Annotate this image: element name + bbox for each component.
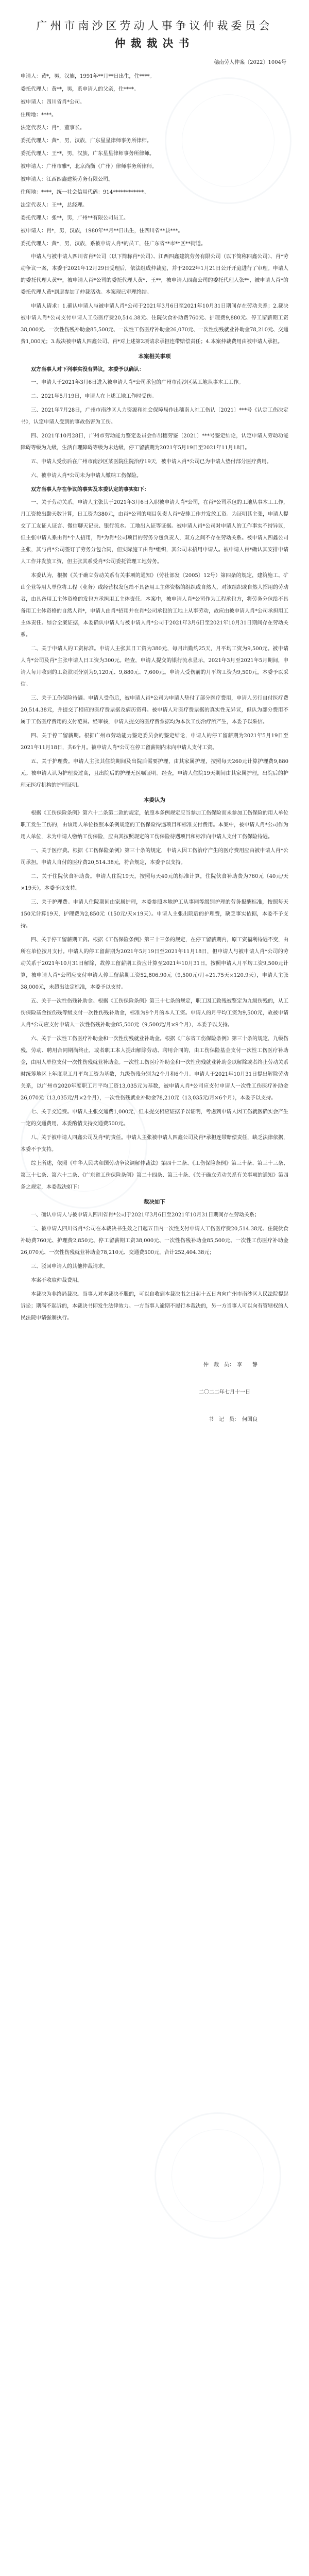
reasoning-paragraph: 根据《工伤保险条例》第六十二条第二款的规定，依照本条例规定应当参加工伤保险而未参加工伤保险的用人单位职工发生工伤的，由该用人单位按照本条例规定的工伤保险待遇项目和标准支付费用。本案中，被申请人肖*公司作为用人单位，未为申请人缴纳工伤保险，应由其按照规定的工伤保险待遇项目和标准向申请人支付工伤保险待遇。 — [21, 810, 288, 840]
agreed-fact-item: 四、2021年10月28日，广州市劳动能力鉴定委员会作出穗劳鉴〔2021〕***号鉴定结论，认定申请人劳动功能障碍等级为九级，生活自理障碍等级为未达级，停工留薪期为2021年5月19日至2021年11月18日。 — [21, 433, 288, 451]
agreed-fact-item: 二、2021年5月19日，申请人在上述工地工作时受伤。 — [31, 394, 157, 399]
reasoning-paragraph: 七、关于交通费。申请人主张交通费1,000元，但未提交相应证据予以证明，考虑到申请人因工伤就医确实会产生一定的交通费用，本委酌情支持交通费500元。 — [21, 1109, 288, 1127]
parties-section — [21, 71, 288, 250]
intro-section — [21, 251, 288, 348]
disputed-facts-list — [21, 497, 288, 791]
party-line: 委托代理人：张**，男，广州**有限公司员工。 — [21, 215, 129, 221]
ruling-date: 二〇二二年七月十一日 — [199, 1389, 250, 1395]
section-heading-facts: 本案相关事项 — [138, 353, 171, 360]
party-line: 被申请人：江西四鑫建筑劳务有限公司。 — [21, 177, 113, 182]
agreed-fact-item: 六、被申请人肖*公司未为申请人缴纳工伤保险。 — [31, 473, 142, 479]
party-line: 委托代理人：黄*，男，汉族，系被申请人肖*的员工，住广东省**市**区**街道。 — [21, 241, 206, 247]
ruling-item: 本裁决为非终局裁决。当事人对本裁决不服的，可以自收到本裁决书之日起十五日内向广州市南沙区人民法院提起诉讼；期满不起诉的，本裁决书即发生法律效力。一方当事人逾期不履行本裁决的，另一方当事人可以向有管辖权的人民法院申请强制执行。 — [21, 1292, 288, 1321]
party-line: 法定代表人：肖*，董事长。 — [21, 125, 85, 131]
party-line: 住所地：****。 — [21, 112, 57, 118]
party-line: 申请人：黄*，男，汉族，1991年**月**日出生，住****。 — [21, 74, 155, 79]
case-number: 穗南劳人仲案〔2022〕1004号 — [214, 60, 286, 65]
document-type-title: 仲裁裁决书 — [114, 37, 195, 49]
party-line: 委托代理人：王**，男，汉族，广东星星律师事务所律师。 — [21, 151, 154, 157]
reasoning-paragraph: 综上所述，依照《中华人民共和国劳动争议调解仲裁法》第四十二条、《工伤保险条例》第三十条、第三十三条、第三十七条、第六十二条、《广东省工伤保险条例》第二十四条、第三十条、《关于确立劳动关系有关事项的通知》第四条之规定，本委裁决如下： — [21, 1161, 288, 1190]
party-line: 被申请人：四川省肖*公司。 — [21, 99, 85, 105]
agreed-fact-item: 五、申请人受伤后在广州市南沙区某医院住院治疗19天，被申请人肖*公司已为申请人垫付部分医疗费用。 — [31, 459, 272, 465]
clerk-signature: 书 记 员： 何国良 — [209, 1417, 258, 1422]
party-line: 委托代理人：黄*，男，汉族，广东星星律师事务所律师。 — [21, 138, 152, 144]
party-line: 住所地：****，统一社会信用代码：914************。 — [21, 190, 149, 195]
disputed-fact-item: 五、关于护理费。申请人主张其住院期间及出院后需要护理，由其家属护理，按照每天260元计算护理费9,880元。被申请人认为护理费过高，且出院后的护理无医嘱证明。经查，申请人住院19天期间由其家属护理，出院后的护理无医疗机构的护理证明。 — [21, 759, 288, 788]
reasoning-paragraph: 二、关于住院伙食补助费。申请人住院19天，按照每天40元的标准计算，住院伙食补助费为760元（40元/天×19天），本委予以支持。 — [21, 874, 288, 891]
section-heading-ruling: 裁决如下 — [144, 1199, 165, 1205]
ruling-item: 一、确认申请人与被申请人四川省肖*公司于2021年3月6日至2021年10月31日期间存在劳动关系； — [31, 1212, 260, 1218]
issuing-authority: 广州市南沙区劳动人事争议仲裁委员会 — [36, 20, 273, 32]
reasoning-paragraph: 五、关于一次性伤残补助金。根据《工伤保险条例》第三十七条的规定，职工因工致残被鉴定为九级伤残的，从工伤保险基金按伤残等级支付一次性伤残补助金，标准为9个月的本人工资。申请人的月平均工资为9,500元，故被申请人肖*公司应支付申请人一次性伤残补助金85,500元（9,500元/月×9个月），本委予以支持。 — [21, 998, 288, 1028]
reasoning-paragraph: 八、关于被申请人四鑫公司及肖*的责任。申请人主张被申请人四鑫公司及肖*承担连带赔偿责任，缺乏法律依据，本委不予支持。 — [21, 1135, 288, 1153]
reasoning-paragraph: 六、关于一次性工伤医疗补助金和一次性伤残就业补助金。根据《广东省工伤保险条例》第三十条的规定，九级伤残，劳动、聘用合同期满终止，或者职工本人提出解除劳动、聘用合同的，由工伤保险基金支付一次性工伤医疗补助金，由用人单位支付一次性伤残就业补助金。一次性工伤医疗补助金和一次性伤残就业补助金以解除或者终止劳动关系时统筹地区上年度职工月平均工资为基数，九级伤残分别为2个月和6个月。申请人于2021年10月31日提出解除劳动关系，以广州市2020年度职工月平均工资13,035元为基数，被申请人肖*公司应支付申请人一次性工伤医疗补助金26,070元（13,035元/月×2个月），一次性伤残就业补助金78,210元（13,035元/月×6个月），本委予以支持。 — [21, 1036, 288, 1101]
disputed-fact-item: 本委认为，根据《关于确立劳动关系有关事项的通知》（劳社部发〔2005〕12号）第四条的规定，建筑施工、矿山企业等用人单位将工程（业务）或经营权发包给不具备用工主体资格的组织或自然人，对该组织或自然人招用的劳动者，由具备用工主体资格的发包方承担用工主体责任。本案中，被申请人肖*公司作为工程承包方，将劳务分包给不具备用工主体资格的自然人肖*，申请人由肖*招用并在肖*公司承包的工地上从事劳动，故应由被申请人肖*公司承担用工主体责任。综合全案证据，本委确认申请人与被申请人肖*公司于2021年3月6日至2021年10月31日期间存在劳动关系。 — [21, 573, 288, 638]
signature-block — [21, 1359, 288, 1426]
reasoning-list — [21, 807, 288, 1193]
agreed-fact-item: 三、2021年7月28日，广州市南沙区人力资源和社会保障局作出穗南人社工伤认〔2021〕***号《认定工伤决定书》，认定申请人受到的事故伤害为工伤。 — [21, 408, 288, 425]
party-line: 被申请人：肖*，男，汉族，1980年**月**日出生，住四川省**县***。 — [21, 228, 183, 234]
sub-heading-disputed-facts: 双方当事人存在争议的事实及本委认定的事实如下： — [31, 487, 149, 493]
sub-heading-agreed-facts: 双方当事人对下列事实没有异议，本委予以确认： — [31, 367, 144, 372]
ruling-item: 二、被申请人四川省肖*公司在本裁决书生效之日起五日内一次性支付申请人工伤医疗费20,514.38元、住院伙食补助费760元、护理费2,850元、停工留薪期工资38,000元、一次性伤残补助金85,500元、一次性工伤医疗补助金26,070元、一次性伤残就业补助金78,210元、交通费500元，合计252,404.38元； — [21, 1226, 288, 1256]
party-line: 法定代表人：王**，总经理。 — [21, 202, 88, 208]
party-line: 被申请人：广州市雅*，北京尚衡（广州）律师事务所律师。 — [21, 164, 157, 170]
ruling-list — [21, 1209, 288, 1324]
disputed-fact-item: 一、关于劳动关系。申请人主张其于2021年3月6日入职被申请人肖*公司，在肖*公司承包的工地从事木工工作，月工资按出勤天数计算，日工资为380元，由肖*公司的项目负责人肖*安排工作并发放工资。为证明其主张，申请人提交了工友证人证言、微信聊天记录、银行流水、工地出入证等证据。被申请人肖*公司对申请人的工作事实不持异议，但主张申请人系由肖*个人招用，肖*为肖*公司项目的劳务分包负责人，双方之间不存在劳动关系。被申请人四鑫公司主张，其与肖*公司签订了劳务分包合同，但实际施工由肖*组织，其公司未招用申请人。被申请人肖*确认其安排申请人工作并发放工资，但主张其系受肖*公司委托管理工地劳务。 — [21, 500, 288, 565]
claims-paragraph: 申请人请求：1.确认申请人与被申请人肖*公司于2021年3月6日至2021年10月31日期间存在劳动关系；2.裁决被申请人肖*公司支付申请人工伤医疗费20,514.38元、住院伙食补助费760元、护理费9,880元、停工留薪期工资38,000元、一次性伤残补助金85,500元、一次性工伤医疗补助金26,070元、一次性伤残就业补助金78,210元、交通费1,000元；3.裁决被申请人四鑫公司、肖*对上述第2项请求承担连带赔偿责任；4.本案仲裁费用由被申请人承担。 — [21, 303, 288, 345]
reasoning-paragraph: 四、关于停工留薪期工资。根据《工伤保险条例》第三十三条的规定，在停工留薪期内，原工资福利待遇不变，由所在单位按月支付。申请人的停工留薪期为2021年5月19日至2021年11月18日，但申请人与被申请人肖*公司的劳动关系于2021年10月31日解除，故停工留薪期工资应计算至2021年10月31日。按照申请人月平均工资9,500元计算，被申请人肖*公司应支付申请人停工留薪期工资52,806.90元（9,500元/月÷21.75天×120.9天），申请人主张38,000元，未超出法定标准，本委予以支持。 — [21, 937, 288, 990]
disputed-fact-item: 三、关于工伤保险待遇。申请人受伤后，被申请人肖*公司为申请人垫付了部分医疗费用，申请人另行自付医疗费20,514.38元，并提交了相应的医疗费票据及病历资料。被申请人对医疗费票据的真实性无异议，但认为部分费用不属于工伤医疗费用的支付范围。经审核，申请人提交的医疗费票据均为本次工伤治疗所产生，本委予以采信。 — [21, 696, 288, 725]
seal-watermark — [154, 2112, 281, 2239]
intro-paragraph: 申请人与被申请人四川省肖*公司（以下简称肖*公司）、江西四鑫建筑劳务有限公司（以下简称四鑫公司）、肖*劳动争议一案，本委于2021年12月29日受理后，依法组成仲裁庭，并于2022年1月21日公开开庭进行了审理。申请人的委托代理人黄**，被申请人肖*公司的委托代理人黄*、王**，被申请人四鑫公司的委托代理人张**，被申请人肖*的委托代理人黄*到庭参加了仲裁活动。本案现已审理终结。 — [21, 254, 288, 295]
arbitrator-signature: 仲 裁 员： 李 静 — [203, 1362, 258, 1368]
ruling-item: 三、驳回申请人的其他仲裁请求。 — [31, 1264, 108, 1269]
agreed-facts-list — [21, 377, 288, 482]
reasoning-paragraph: 一、关于医疗费。根据《工伤保险条例》第三十条的规定，申请人因工伤治疗产生的医疗费用应由被申请人肖*公司承担。申请人自付的医疗费20,514.38元，符合规定，本委予以支持。 — [21, 848, 288, 866]
ruling-item: 本案不收取仲裁费用。 — [31, 1278, 82, 1283]
disputed-fact-item: 四、关于停工留薪期。根据广州市劳动能力鉴定委员会的鉴定结论，申请人的停工留薪期为2021年5月19日至2021年11月18日，共6个月。被申请人肖*公司在停工留薪期内未向申请人支付工资。 — [21, 733, 288, 751]
reasoning-paragraph: 三、关于护理费。申请人住院期间由家属护理，本委参照本地护工从事同等级别护理的劳务报酬标准，按照每天150元计算19天，护理费为2,850元（150元/天×19天）。申请人主张出院后的护理费，缺乏事实依据，本委不予支持。 — [21, 900, 288, 929]
section-heading-reasoning: 本委认为 — [144, 797, 165, 803]
party-line: 委托代理人：黄**，男，系申请人的父亲，住****。 — [21, 87, 139, 92]
disputed-fact-item: 二、关于申请人的工资标准。申请人主张其日工资为380元，每月出勤约25天，月平均工资为9,500元。被申请人肖*公司及肖*主张申请人日工资为300元。经查，申请人提交的银行流水显示，2021年3月至2021年5月期间，申请人每月收到的工资款项分别为9,120元、9,880元、7,600元。申请人受伤前的月平均工资为9,500元，本委予以采信。 — [21, 646, 288, 687]
agreed-fact-item: 一、申请人于2021年3月6日进入被申请人肖*公司承包的广州市南沙区某工地从事木工工作。 — [31, 380, 244, 385]
